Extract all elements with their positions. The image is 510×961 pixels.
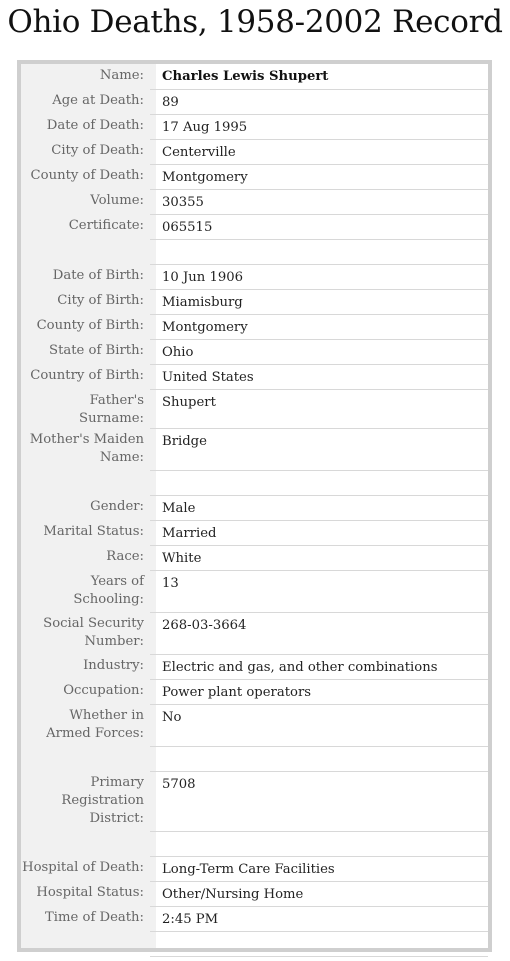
record-row-mothers-maiden-name xyxy=(21,428,488,470)
field-label xyxy=(21,470,150,495)
record-row-certificate xyxy=(21,214,488,239)
field-label: Race: xyxy=(106,549,144,564)
field-label: County of Birth: xyxy=(36,318,144,333)
field-label: Occupation: xyxy=(63,683,144,698)
record-table xyxy=(21,64,488,957)
field-label xyxy=(21,239,150,264)
field-value: No xyxy=(150,704,488,746)
field-label: Certificate: xyxy=(68,218,144,233)
field-value: United States xyxy=(150,364,488,389)
field-value: 13 xyxy=(150,570,488,612)
field-value: 5708 xyxy=(150,771,488,831)
field-label: Age at Death: xyxy=(52,93,144,108)
record-row-time-of-death xyxy=(21,906,488,931)
record-row-county-of-death xyxy=(21,164,488,189)
field-label: Father's Surname: xyxy=(79,393,144,426)
field-value: 30355 xyxy=(150,189,488,214)
record-panel xyxy=(17,60,492,952)
field-value: Electric and gas, and other combinations xyxy=(150,654,488,679)
field-label: Country of Birth: xyxy=(30,368,144,383)
record-row-race xyxy=(21,545,488,570)
field-value: Long-Term Care Facilities xyxy=(150,856,488,881)
field-value: Miamisburg xyxy=(150,289,488,314)
field-label: Industry: xyxy=(83,658,144,673)
record-row-state-of-birth xyxy=(21,339,488,364)
field-label: Hospital Status: xyxy=(36,885,144,900)
record-row-social-security-number xyxy=(21,612,488,654)
field-value: Married xyxy=(150,520,488,545)
field-label: Mother's Maiden Name: xyxy=(29,432,144,465)
field-label: County of Death: xyxy=(30,168,144,183)
field-value: 268-03-3664 xyxy=(150,612,488,654)
record-row-primary-registration-district xyxy=(21,771,488,831)
record-row-country-of-birth xyxy=(21,364,488,389)
record-row-hospital-of-death xyxy=(21,856,488,881)
field-value: Centerville xyxy=(150,139,488,164)
field-value xyxy=(150,831,488,856)
record-row-hospital-status xyxy=(21,881,488,906)
record-row-gender xyxy=(21,495,488,520)
field-label: Whether in Armed Forces: xyxy=(46,708,144,741)
field-label: Social Security Number: xyxy=(43,616,144,649)
field-label: Marital Status: xyxy=(43,524,144,539)
record-row-city-of-birth xyxy=(21,289,488,314)
record-row-spacer xyxy=(21,746,488,771)
record-row-marital-status xyxy=(21,520,488,545)
record-row-county-of-birth xyxy=(21,314,488,339)
field-value: 065515 xyxy=(150,214,488,239)
record-row-city-of-death xyxy=(21,139,488,164)
record-row-years-of-schooling xyxy=(21,570,488,612)
field-label: Time of Death: xyxy=(44,910,144,925)
field-label: Gender: xyxy=(90,499,144,514)
page-title: Ohio Deaths, 1958-2002 Record xyxy=(7,4,503,40)
field-value xyxy=(150,470,488,495)
field-value: Power plant operators xyxy=(150,679,488,704)
field-label: Years of Schooling: xyxy=(73,574,144,607)
field-label: State of Birth: xyxy=(49,343,144,358)
record-row-date-of-death xyxy=(21,114,488,139)
record-row-armed-forces xyxy=(21,704,488,746)
field-value: Other/Nursing Home xyxy=(150,881,488,906)
field-value: 10 Jun 1906 xyxy=(150,264,488,289)
record-row-spacer xyxy=(21,831,488,856)
record-row-fathers-surname xyxy=(21,389,488,428)
field-label xyxy=(21,746,150,771)
field-label: Hospital of Death: xyxy=(22,860,144,875)
field-label: City of Birth: xyxy=(57,293,144,308)
field-value: Montgomery xyxy=(150,164,488,189)
field-value: Bridge xyxy=(150,428,488,470)
field-value: Shupert xyxy=(150,389,488,428)
record-row-date-of-birth xyxy=(21,264,488,289)
field-label: Date of Death: xyxy=(46,118,144,133)
record-row-occupation xyxy=(21,679,488,704)
field-label: Date of Birth: xyxy=(52,268,144,283)
record-row-industry xyxy=(21,654,488,679)
field-value xyxy=(150,931,488,956)
record-row-age-at-death xyxy=(21,89,488,114)
field-value: White xyxy=(150,545,488,570)
field-label: Primary Registration District: xyxy=(61,775,144,826)
field-value: Charles Lewis Shupert xyxy=(150,64,488,89)
field-label: Name: xyxy=(99,68,144,83)
field-label xyxy=(21,831,150,856)
field-label: City of Death: xyxy=(51,143,144,158)
field-value xyxy=(150,239,488,264)
record-row-volume xyxy=(21,189,488,214)
record-row-name xyxy=(21,64,488,89)
record-row-spacer xyxy=(21,470,488,495)
field-value: Male xyxy=(150,495,488,520)
field-value: 89 xyxy=(150,89,488,114)
field-value: 2:45 PM xyxy=(150,906,488,931)
record-row-spacer xyxy=(21,931,488,956)
field-label: Volume: xyxy=(90,193,144,208)
field-value: 17 Aug 1995 xyxy=(150,114,488,139)
field-value: Ohio xyxy=(150,339,488,364)
field-label xyxy=(21,931,150,956)
field-value xyxy=(150,746,488,771)
field-value: Montgomery xyxy=(150,314,488,339)
record-row-spacer xyxy=(21,239,488,264)
